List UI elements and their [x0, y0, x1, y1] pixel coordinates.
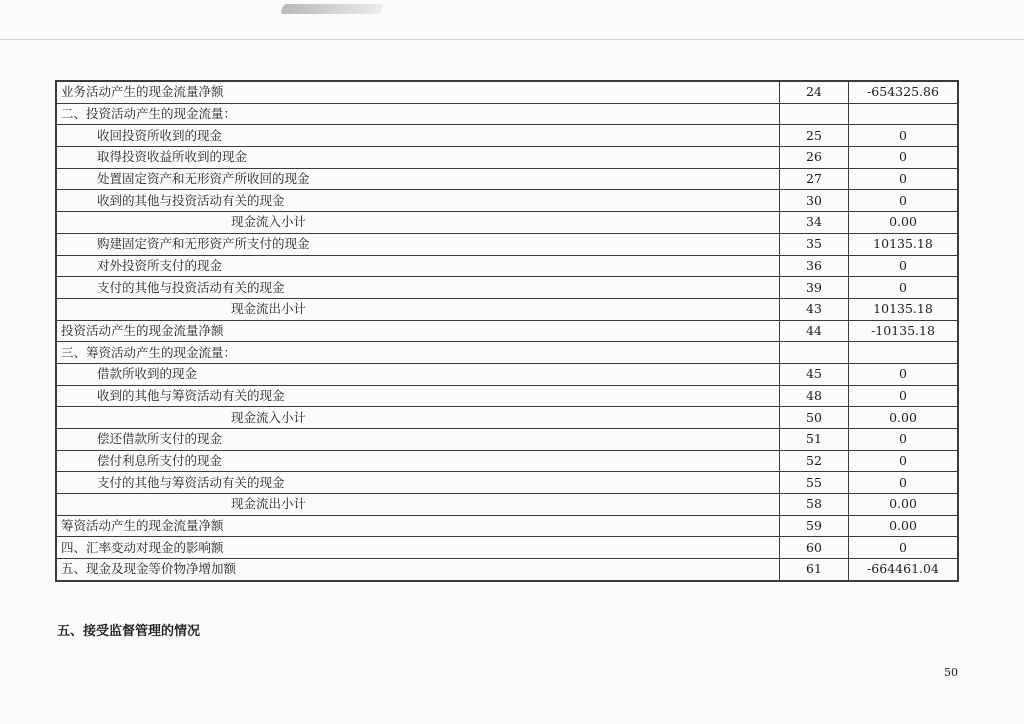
row-item-label: 借款所收到的现金 [56, 363, 780, 385]
table-row [56, 559, 958, 581]
table-row [56, 320, 958, 342]
row-item-label: 筹资活动产生的现金流量净额 [56, 515, 780, 537]
row-amount: 0 [849, 190, 959, 212]
row-line-number [780, 103, 849, 125]
row-item-label: 对外投资所支付的现金 [56, 255, 780, 277]
row-item-label: 二、投资活动产生的现金流量： [56, 103, 780, 125]
row-line-number: 48 [780, 385, 849, 407]
table-row [56, 125, 958, 147]
row-amount: 0 [849, 125, 959, 147]
row-item-label: 偿还借款所支付的现金 [56, 429, 780, 451]
row-item-label: 四、汇率变动对现金的影响额 [56, 537, 780, 559]
section-heading: 五、接受监督管理的情况 [57, 624, 201, 639]
row-item-label: 偿付利息所支付的现金 [56, 450, 780, 472]
row-item-label: 现金流出小计 [56, 494, 780, 516]
row-amount [849, 103, 959, 125]
row-amount: 10135.18 [849, 233, 959, 255]
row-item-label: 购建固定资产和无形资产所支付的现金 [56, 233, 780, 255]
row-line-number: 43 [780, 298, 849, 320]
table-row [56, 147, 958, 169]
page-number: 50 [944, 666, 958, 679]
row-amount: 0.00 [849, 212, 959, 234]
table-row [56, 407, 958, 429]
row-line-number: 45 [780, 363, 849, 385]
row-item-label: 收回投资所收到的现金 [56, 125, 780, 147]
table-row [56, 298, 958, 320]
table-row [56, 233, 958, 255]
scan-smudge [280, 4, 384, 14]
row-amount: 0 [849, 385, 959, 407]
table-row [56, 190, 958, 212]
row-item-label: 收到的其他与筹资活动有关的现金 [56, 385, 780, 407]
row-line-number: 52 [780, 450, 849, 472]
row-line-number: 36 [780, 255, 849, 277]
row-line-number: 34 [780, 212, 849, 234]
table-row [56, 342, 958, 364]
row-line-number: 27 [780, 168, 849, 190]
row-line-number: 30 [780, 190, 849, 212]
row-line-number: 58 [780, 494, 849, 516]
row-item-label: 取得投资收益所收到的现金 [56, 147, 780, 169]
row-line-number: 59 [780, 515, 849, 537]
row-amount: 0 [849, 147, 959, 169]
row-amount: 0.00 [849, 494, 959, 516]
row-line-number: 44 [780, 320, 849, 342]
row-amount: 0 [849, 168, 959, 190]
cash-flow-table-body [56, 81, 958, 581]
row-line-number: 55 [780, 472, 849, 494]
row-item-label: 投资活动产生的现金流量净额 [56, 320, 780, 342]
row-amount: 0.00 [849, 407, 959, 429]
table-row [56, 429, 958, 451]
row-item-label: 现金流出小计 [56, 298, 780, 320]
row-item-label: 业务活动产生的现金流量净额 [56, 81, 780, 103]
table-row [56, 103, 958, 125]
cash-flow-table [55, 80, 959, 582]
row-line-number: 60 [780, 537, 849, 559]
table-row [56, 450, 958, 472]
row-amount: -664461.04 [849, 559, 959, 581]
row-amount [849, 342, 959, 364]
table-row [56, 255, 958, 277]
row-amount: 0 [849, 363, 959, 385]
row-amount: 10135.18 [849, 298, 959, 320]
row-amount: 0 [849, 277, 959, 299]
row-amount: 0.00 [849, 515, 959, 537]
row-line-number: 26 [780, 147, 849, 169]
row-line-number: 24 [780, 81, 849, 103]
row-item-label: 支付的其他与投资活动有关的现金 [56, 277, 780, 299]
row-item-label: 三、筹资活动产生的现金流量： [56, 342, 780, 364]
row-amount: 0 [849, 450, 959, 472]
row-item-label: 五、现金及现金等价物净增加额 [56, 559, 780, 581]
row-item-label: 现金流入小计 [56, 407, 780, 429]
row-amount: 0 [849, 255, 959, 277]
row-line-number: 35 [780, 233, 849, 255]
row-line-number: 50 [780, 407, 849, 429]
row-item-label: 现金流入小计 [56, 212, 780, 234]
row-amount: 0 [849, 472, 959, 494]
row-line-number: 61 [780, 559, 849, 581]
row-line-number [780, 342, 849, 364]
table-row [56, 168, 958, 190]
row-item-label: 支付的其他与筹资活动有关的现金 [56, 472, 780, 494]
row-item-label: 处置固定资产和无形资产所收回的现金 [56, 168, 780, 190]
table-row [56, 515, 958, 537]
table-row [56, 537, 958, 559]
table-row [56, 385, 958, 407]
row-amount: -10135.18 [849, 320, 959, 342]
row-line-number: 51 [780, 429, 849, 451]
header-rule [0, 39, 1024, 40]
table-row [56, 472, 958, 494]
table-row [56, 212, 958, 234]
table-row [56, 494, 958, 516]
table-row [56, 277, 958, 299]
row-line-number: 39 [780, 277, 849, 299]
row-amount: 0 [849, 537, 959, 559]
row-amount: -654325.86 [849, 81, 959, 103]
row-amount: 0 [849, 429, 959, 451]
row-line-number: 25 [780, 125, 849, 147]
table-row [56, 81, 958, 103]
row-item-label: 收到的其他与投资活动有关的现金 [56, 190, 780, 212]
table-row [56, 363, 958, 385]
